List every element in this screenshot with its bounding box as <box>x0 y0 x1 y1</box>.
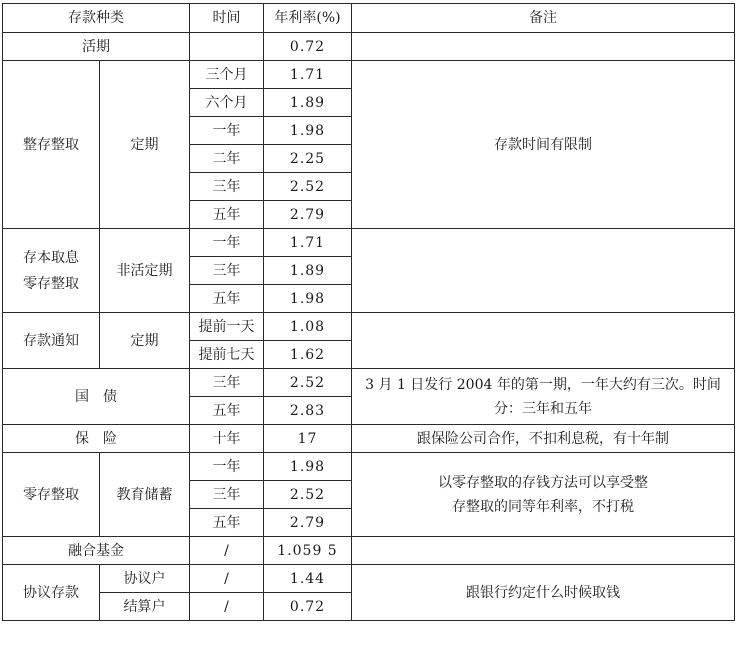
rate-cell: 17 <box>264 425 352 453</box>
note-cell <box>352 537 735 565</box>
table-row <box>3 229 735 257</box>
table-row <box>3 425 735 453</box>
time-cell: 三年 <box>190 481 264 509</box>
table-row <box>3 537 735 565</box>
time-cell: 三年 <box>190 173 264 201</box>
time-cell: 三个月 <box>190 61 264 89</box>
time-cell: 二年 <box>190 145 264 173</box>
rate-cell: 1.44 <box>264 565 352 593</box>
time-cell: 五年 <box>190 509 264 537</box>
type-label: 存款通知 <box>3 313 100 369</box>
type-label: 保 险 <box>3 425 190 453</box>
rate-cell: 1.89 <box>264 257 352 285</box>
subtype-label: 定期 <box>100 313 190 369</box>
header-rate: 年利率(%) <box>264 4 352 33</box>
type-label: 协议存款 <box>3 565 100 621</box>
time-cell: 一年 <box>190 229 264 257</box>
note-cell: 跟银行约定什么时候取钱 <box>352 565 735 621</box>
type-label-line1: 存本取息 <box>23 249 79 266</box>
subtype-label: 协议户 <box>100 565 190 593</box>
rate-cell: 1.89 <box>264 89 352 117</box>
note-line1: 以零存整取的存钱方法可以享受整 <box>438 474 648 491</box>
time-cell <box>190 33 264 61</box>
rate-cell: 2.83 <box>264 397 352 425</box>
time-cell: / <box>190 537 264 565</box>
header-row <box>3 4 735 33</box>
rate-cell: 2.79 <box>264 201 352 229</box>
rate-cell: 1.059 5 <box>264 537 352 565</box>
rate-cell: 1.08 <box>264 313 352 341</box>
time-cell: 三年 <box>190 257 264 285</box>
time-cell: 提前一天 <box>190 313 264 341</box>
time-cell: 六个月 <box>190 89 264 117</box>
deposit-rate-table <box>2 3 735 621</box>
header-time: 时间 <box>190 4 264 33</box>
table-row <box>3 453 735 481</box>
time-cell: 五年 <box>190 201 264 229</box>
rate-cell: 1.71 <box>264 229 352 257</box>
note-cell <box>352 229 735 313</box>
time-cell: / <box>190 593 264 621</box>
note-cell: 存款时间有限制 <box>352 61 735 229</box>
table-row <box>3 313 735 341</box>
type-label: 零存整取 <box>3 453 100 537</box>
subtype-label: 结算户 <box>100 593 190 621</box>
subtype-label: 定期 <box>100 61 190 229</box>
rate-cell: 2.52 <box>264 173 352 201</box>
rate-cell: 2.52 <box>264 481 352 509</box>
note-cell: 3 月 1 日发行 2004 年的第一期，一年大约有三次。时间分：三年和五年 <box>352 369 735 425</box>
type-label-line2: 零存整取 <box>23 275 79 292</box>
rate-cell: 0.72 <box>264 33 352 61</box>
rate-cell: 1.98 <box>264 285 352 313</box>
rate-cell: 0.72 <box>264 593 352 621</box>
note-cell <box>352 453 735 537</box>
time-cell: 提前七天 <box>190 341 264 369</box>
rate-cell: 1.98 <box>264 117 352 145</box>
table-row <box>3 565 735 593</box>
subtype-label: 教育储蓄 <box>100 453 190 537</box>
table-row <box>3 369 735 397</box>
rate-cell: 1.62 <box>264 341 352 369</box>
table-row <box>3 61 735 89</box>
note-cell: 跟保险公司合作，不扣利息税，有十年制 <box>352 425 735 453</box>
rate-cell: 1.71 <box>264 61 352 89</box>
time-cell: 一年 <box>190 117 264 145</box>
time-cell: 一年 <box>190 453 264 481</box>
rate-cell: 2.79 <box>264 509 352 537</box>
rate-cell: 1.98 <box>264 453 352 481</box>
type-label: 国 债 <box>3 369 190 425</box>
rate-cell: 2.25 <box>264 145 352 173</box>
subtype-label: 非活定期 <box>100 229 190 313</box>
time-cell: 五年 <box>190 285 264 313</box>
type-label: 整存整取 <box>3 61 100 229</box>
time-cell: 十年 <box>190 425 264 453</box>
time-cell: / <box>190 565 264 593</box>
time-cell: 三年 <box>190 369 264 397</box>
time-cell: 五年 <box>190 397 264 425</box>
type-label <box>3 229 100 313</box>
rate-cell: 2.52 <box>264 369 352 397</box>
header-note: 备注 <box>352 4 735 33</box>
note-cell <box>352 33 735 61</box>
header-type: 存款种类 <box>3 4 190 33</box>
type-label: 融合基金 <box>3 537 190 565</box>
note-line2: 存整取的同等年利率，不打税 <box>452 498 634 515</box>
note-cell <box>352 313 735 369</box>
type-label: 活期 <box>3 33 190 61</box>
table-row <box>3 33 735 61</box>
